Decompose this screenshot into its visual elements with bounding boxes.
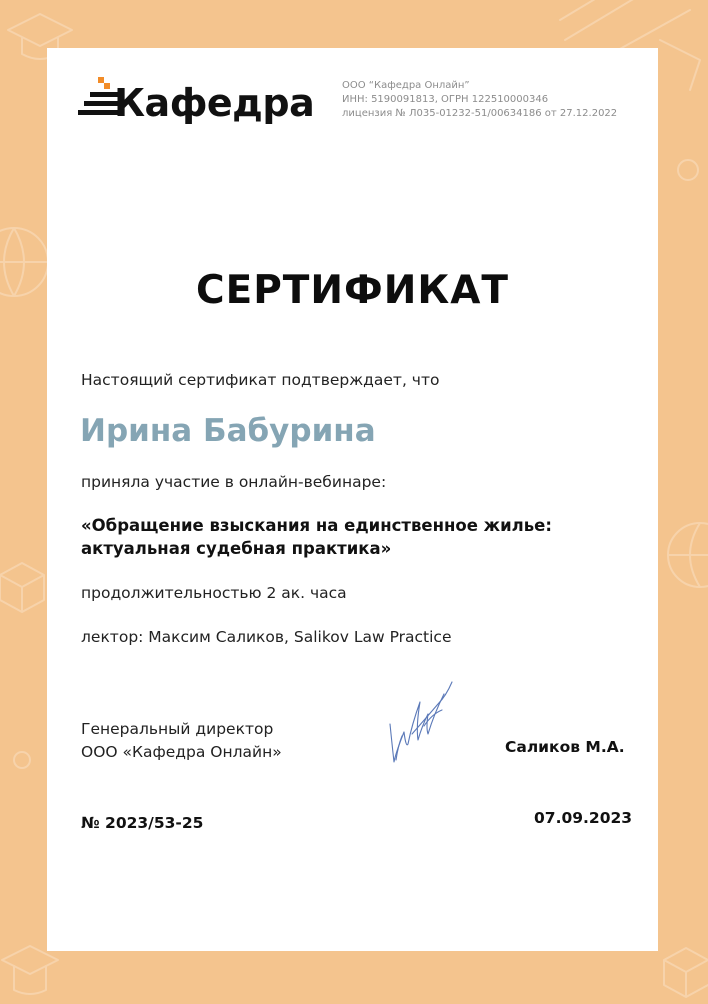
- director-company: ООО «Кафедра Онлайн»: [81, 743, 282, 761]
- kafedra-logo: [76, 75, 321, 131]
- participation-text: приняла участие в онлайн-вебинаре:: [81, 473, 387, 491]
- organization-ids: ИНН: 5190091813, ОГРН 122510000346: [342, 94, 549, 105]
- organization-license: лицензия № Л035-01232-51/00634186 от 27.12.2022: [342, 108, 618, 119]
- webinar-title-line-1: «Обращение взыскания на единственное жилье:: [81, 516, 552, 535]
- logo-wordmark: Кафедра: [114, 81, 315, 125]
- webinar-title: [81, 514, 552, 560]
- organization-details: [342, 79, 617, 121]
- certificate-sheet: [47, 48, 658, 951]
- certificate-title: СЕРТИФИКАТ: [195, 268, 510, 313]
- webinar-title-line-2: актуальная судебная практика»: [81, 539, 392, 558]
- recipient-name: Ирина Бабурина: [80, 413, 376, 449]
- certificate-date: 07.09.2023: [534, 809, 633, 827]
- lecturer-text: лектор: Максим Саликов, Salikov Law Practice: [81, 628, 452, 646]
- certificate-number: № 2023/53-25: [81, 814, 204, 832]
- organization-name: ООО “Кафедра Онлайн”: [342, 80, 470, 91]
- duration-text: продолжительностью 2 ак. часа: [81, 584, 347, 602]
- handwritten-signature-icon: [382, 674, 462, 768]
- confirmation-text: Настоящий сертификат подтверждает, что: [81, 371, 440, 389]
- signatory-name: Саликов М.А.: [505, 738, 625, 756]
- director-title: Генеральный директор: [81, 720, 274, 738]
- director-position: [81, 718, 282, 764]
